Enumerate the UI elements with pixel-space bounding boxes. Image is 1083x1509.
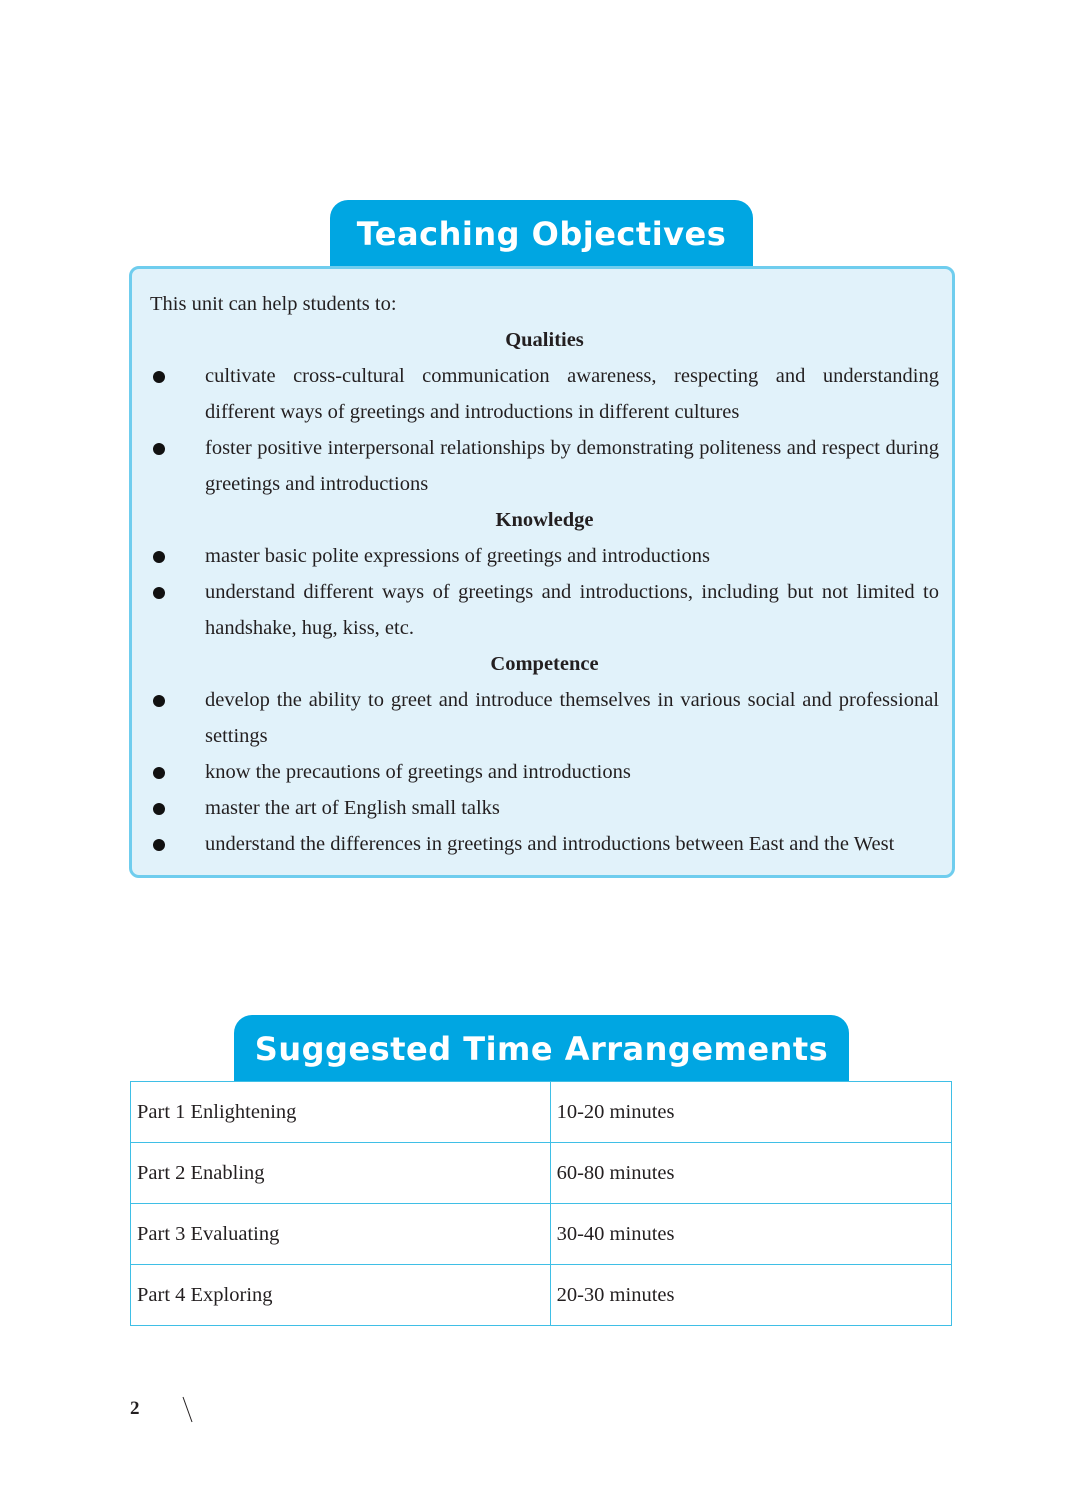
table-row — [131, 1204, 952, 1265]
duration-cell: 10-20 minutes — [550, 1082, 951, 1143]
section-heading-knowledge: Knowledge — [495, 509, 594, 531]
list-item — [150, 682, 939, 754]
time-arrangements-title: Suggested Time Arrangements — [254, 1030, 829, 1068]
objectives-content — [150, 286, 939, 862]
list-item — [150, 754, 939, 790]
bullet-icon — [153, 695, 165, 707]
list-item — [150, 430, 939, 502]
list-item — [150, 790, 939, 826]
bullet-icon — [153, 803, 165, 815]
list-item-text: master basic polite expressions of greetings and introductions — [205, 545, 710, 567]
table-row — [131, 1265, 952, 1326]
section-heading-competence: Competence — [490, 653, 599, 675]
bullet-icon — [153, 767, 165, 779]
objectives-title: Teaching Objectives — [356, 215, 727, 253]
duration-cell: 20-30 minutes — [550, 1265, 951, 1326]
objectives-title-tab — [330, 200, 753, 266]
list-item-text: understand different ways of greetings and introductions, including but not limited to handshake, hug, kiss, etc. — [205, 581, 939, 639]
list-item — [150, 826, 939, 862]
section-heading-qualities: Qualities — [505, 329, 584, 351]
part-cell: Part 4 Exploring — [131, 1265, 551, 1326]
part-cell: Part 3 Evaluating — [131, 1204, 551, 1265]
bullet-icon — [153, 839, 165, 851]
part-cell: Part 1 Enlightening — [131, 1082, 551, 1143]
bullet-icon — [153, 551, 165, 563]
table-row — [131, 1082, 952, 1143]
time-arrangements-table — [130, 1081, 952, 1326]
objectives-box — [129, 266, 955, 878]
page-divider-slash — [180, 1395, 210, 1425]
part-cell: Part 2 Enabling — [131, 1143, 551, 1204]
duration-cell: 30-40 minutes — [550, 1204, 951, 1265]
list-item — [150, 574, 939, 646]
page-number: 2 — [130, 1398, 140, 1419]
list-item-text: know the precautions of greetings and introductions — [205, 761, 631, 783]
time-arrangements-title-tab — [234, 1015, 849, 1081]
list-item-text: master the art of English small talks — [205, 797, 500, 819]
bullet-icon — [153, 371, 165, 383]
list-item-text: understand the differences in greetings and introductions between East and the West — [205, 833, 895, 855]
list-item-text: develop the ability to greet and introduce themselves in various social and professional settings — [205, 689, 939, 747]
duration-cell: 60-80 minutes — [550, 1143, 951, 1204]
table-row — [131, 1143, 952, 1204]
list-item-text: foster positive interpersonal relationships by demonstrating politeness and respect during greetings and introductions — [205, 437, 939, 495]
list-item — [150, 358, 939, 430]
bullet-icon — [153, 587, 165, 599]
bullet-icon — [153, 443, 165, 455]
objectives-intro: This unit can help students to: — [150, 293, 397, 315]
list-item — [150, 538, 939, 574]
list-item-text: cultivate cross-cultural communication awareness, respecting and understanding different ways of greetings and introductions in different cultures — [205, 365, 939, 423]
